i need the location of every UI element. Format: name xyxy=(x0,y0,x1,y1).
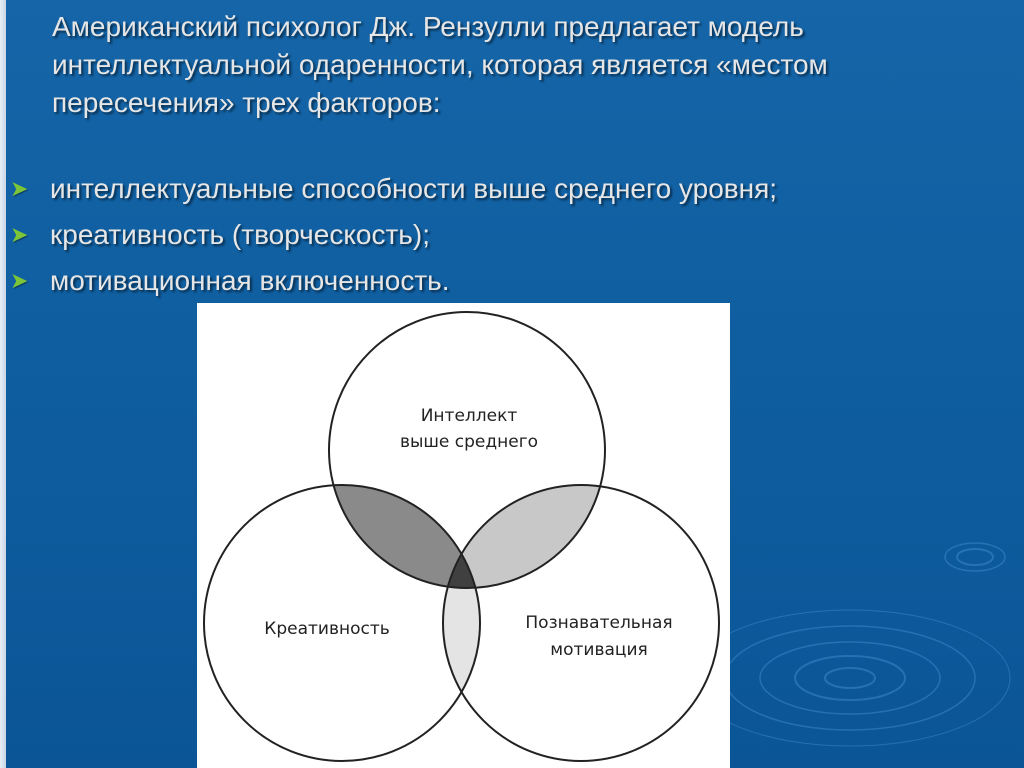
bullet-text: мотивационная включенность. xyxy=(50,265,450,296)
arrow-bullet-icon: ➤ xyxy=(10,222,29,247)
intro-paragraph: Американский психолог Дж. Рензулли предлагает модель интеллектуальной одаренности, которая является «местом пересечения» трех факторов: xyxy=(52,11,828,118)
bullet-text: интеллектуальные способности выше среднего уровня; xyxy=(50,173,778,204)
factor-list xyxy=(10,170,777,308)
label-motivation-line1: Познавательная xyxy=(525,613,673,633)
arrow-bullet-icon: ➤ xyxy=(10,268,29,293)
label-intellect-line1: Интеллект xyxy=(420,406,518,426)
list-item xyxy=(10,170,777,216)
arrow-bullet-icon: ➤ xyxy=(10,176,29,201)
label-creativity: Креативность xyxy=(264,619,390,639)
venn-diagram xyxy=(197,303,730,768)
bullet-text: креативность (творческость); xyxy=(50,219,430,250)
list-item xyxy=(10,262,777,308)
list-item xyxy=(10,216,777,262)
label-motivation-line2: мотивация xyxy=(550,640,648,660)
label-intellect-line2: выше среднего xyxy=(399,432,539,452)
